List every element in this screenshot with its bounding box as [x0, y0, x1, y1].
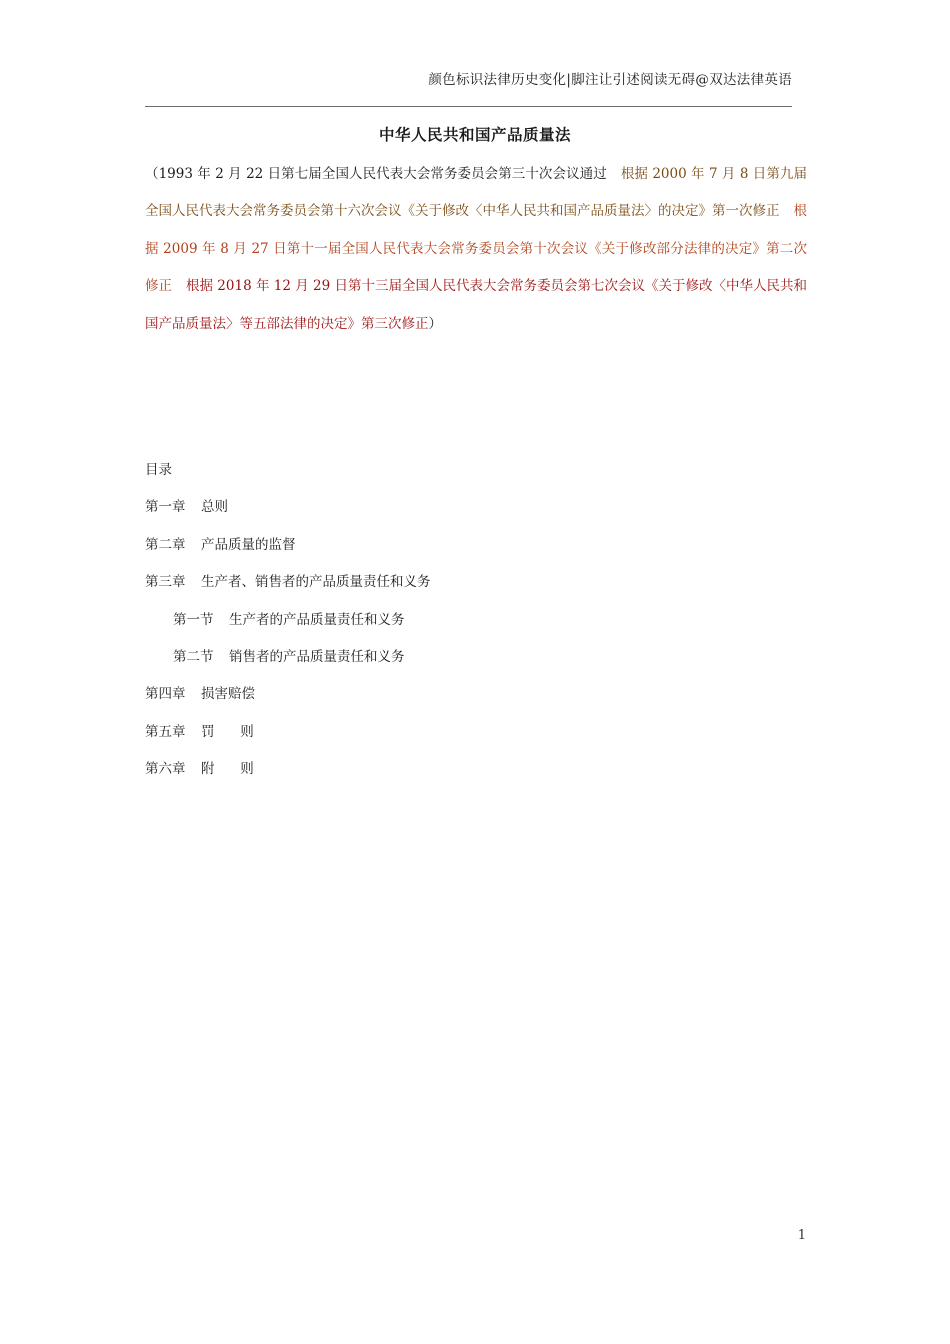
toc-entry-title: 罚 则 [201, 723, 254, 740]
toc-entry-section-2[interactable] [145, 643, 785, 680]
toc-entry-title: 总则 [201, 499, 228, 516]
header-divider [145, 106, 792, 107]
history-original-passage: （1993 年 2 月 22 日第七届全国人民代表大会常务委员会第三十次会议通过 [145, 166, 607, 182]
header-note: 颜色标识法律历史变化|脚注让引述阅读无碍@双达法律英语 [428, 72, 792, 88]
history-second-amendment: 根据 2009 年 8 月 27 日第十一届全国人民代表大会常务委员会第十次会议《关于修改部分法律的决定》第二次修正 [145, 203, 807, 295]
document-title: 中华人民共和国产品质量法 [378, 125, 571, 144]
legislative-history [145, 156, 807, 343]
history-closing-paren: ） [428, 315, 442, 332]
toc-entry-number: 第二节 [173, 648, 214, 665]
toc-entry-number: 第三章 [145, 574, 186, 591]
toc-entry-chapter-4[interactable] [145, 680, 785, 717]
toc-entry-title: 损害赔偿 [201, 686, 255, 703]
toc-entry-title: 生产者的产品质量责任和义务 [229, 611, 405, 628]
toc-entry-number: 第一节 [173, 611, 214, 628]
toc-entry-number: 第五章 [145, 723, 186, 740]
toc-entry-chapter-5[interactable] [145, 718, 785, 755]
history-third-amendment: 根据 2018 年 12 月 29 日第十三届全国人民代表大会常务委员会第七次会议《关于修改〈中华人民共和国产品质量法〉等五部法律的决定》第三次修正 [145, 278, 808, 332]
toc-heading: 目录 [145, 462, 172, 478]
toc-entry-number: 第四章 [145, 686, 186, 703]
toc-entry-title: 产品质量的监督 [201, 536, 296, 553]
page-number: 1 [797, 1228, 806, 1243]
toc-entry-title: 销售者的产品质量责任和义务 [229, 648, 405, 665]
table-of-contents [145, 456, 785, 793]
toc-entry-chapter-2[interactable] [145, 531, 785, 568]
toc-entry-title: 生产者、销售者的产品质量责任和义务 [201, 574, 431, 591]
toc-entry-chapter-1[interactable] [145, 493, 785, 530]
toc-entry-chapter-6[interactable] [145, 755, 785, 792]
toc-entry-number: 第六章 [145, 761, 186, 778]
toc-entry-title: 附 则 [201, 761, 254, 778]
history-first-amendment: 根据 2000 年 7 月 8 日第九届全国人民代表大会常务委员会第十六次会议《关于修改〈中华人民共和国产品质量法〉的决定》第一次修正 [145, 166, 807, 220]
toc-entry-number: 第一章 [145, 499, 186, 516]
toc-entry-section-1[interactable] [145, 606, 785, 643]
toc-entry-chapter-3[interactable] [145, 568, 785, 605]
toc-entry-number: 第二章 [145, 536, 186, 553]
